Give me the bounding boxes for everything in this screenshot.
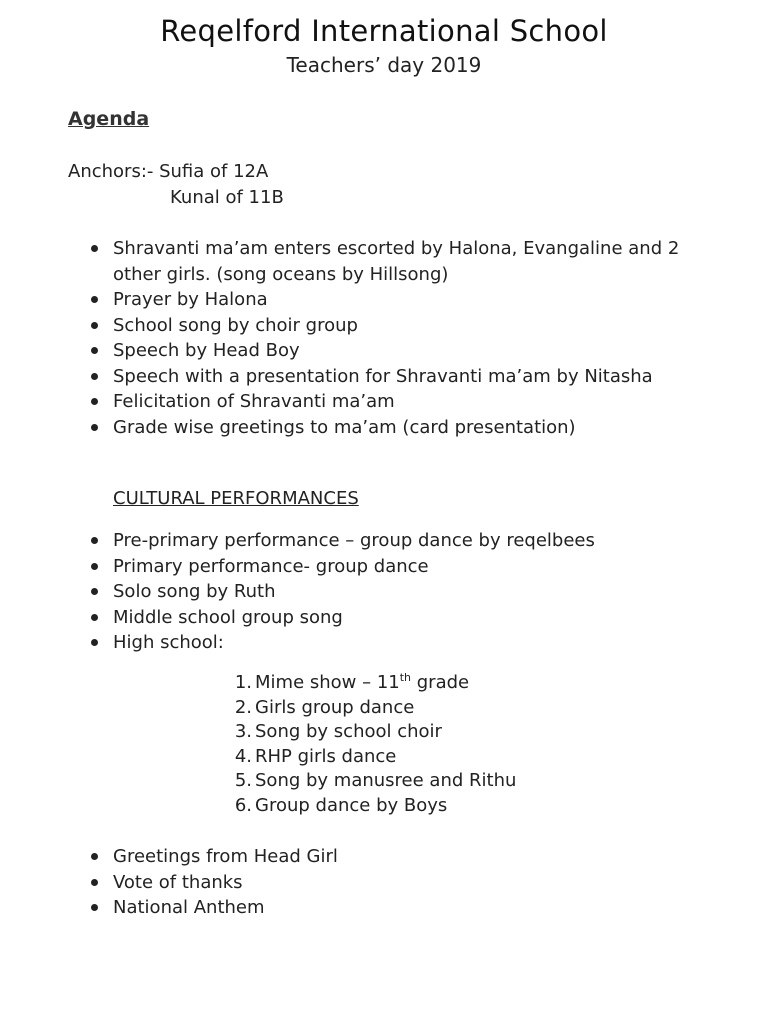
list-item: Middle school group song xyxy=(90,605,710,631)
cultural-heading: CULTURAL PERFORMANCES xyxy=(113,488,359,509)
item-text: Girls group dance xyxy=(255,696,415,718)
list-item: Primary performance- group dance xyxy=(90,554,710,580)
closing-list xyxy=(90,844,710,921)
school-title: Reqelford International School xyxy=(160,14,608,48)
item-number: 3. xyxy=(234,721,252,742)
ordinal-suffix: th xyxy=(399,671,412,684)
list-item: National Anthem xyxy=(90,895,710,921)
numbered-item xyxy=(228,745,516,770)
item-number: 2. xyxy=(234,696,252,718)
item-text: Group dance by Boys xyxy=(255,794,448,816)
item-text-end: grade xyxy=(411,672,470,693)
agenda-heading: Agenda xyxy=(68,108,150,130)
cultural-list xyxy=(90,528,710,656)
numbered-item xyxy=(228,769,516,794)
list-item: Prayer by Halona xyxy=(90,287,710,313)
anchors-line: Anchors:- Sufia of 12A xyxy=(68,161,269,182)
high-school-list xyxy=(228,671,516,818)
list-item: Speech with a presentation for Shravanti ma’am by Nitasha xyxy=(90,364,710,390)
item-text: Song by school choir xyxy=(255,721,442,742)
list-item: School song by choir group xyxy=(90,313,710,339)
item-text: Mime show – 11 xyxy=(255,672,400,693)
list-item: Greetings from Head Girl xyxy=(90,844,710,870)
numbered-item xyxy=(228,720,516,745)
item-text: RHP girls dance xyxy=(255,745,397,767)
list-item: Speech by Head Boy xyxy=(90,338,710,364)
anchor-second: Kunal of 11B xyxy=(170,187,284,208)
item-number: 4. xyxy=(234,745,252,767)
numbered-item xyxy=(228,696,516,721)
list-item: Pre-primary performance – group dance by reqelbees xyxy=(90,528,710,554)
numbered-item xyxy=(228,671,516,696)
list-item: Shravanti ma’am enters escorted by Halona, Evangaline and 2 other girls. (song oceans by Hillsong) xyxy=(90,236,710,287)
list-item: Grade wise greetings to ma’am (card presentation) xyxy=(90,415,710,441)
list-item: Solo song by Ruth xyxy=(90,579,710,605)
item-number: 5. xyxy=(234,770,252,791)
list-item: Felicitation of Shravanti ma’am xyxy=(90,389,710,415)
item-number: 1. xyxy=(234,672,252,693)
event-subtitle: Teachers’ day 2019 xyxy=(286,53,482,77)
list-item: Vote of thanks xyxy=(90,870,710,896)
numbered-item xyxy=(228,794,516,819)
item-text: Song by manusree and Rithu xyxy=(255,770,517,791)
item-number: 6. xyxy=(234,794,252,816)
agenda-list xyxy=(90,236,710,440)
list-item: High school: xyxy=(90,630,710,656)
